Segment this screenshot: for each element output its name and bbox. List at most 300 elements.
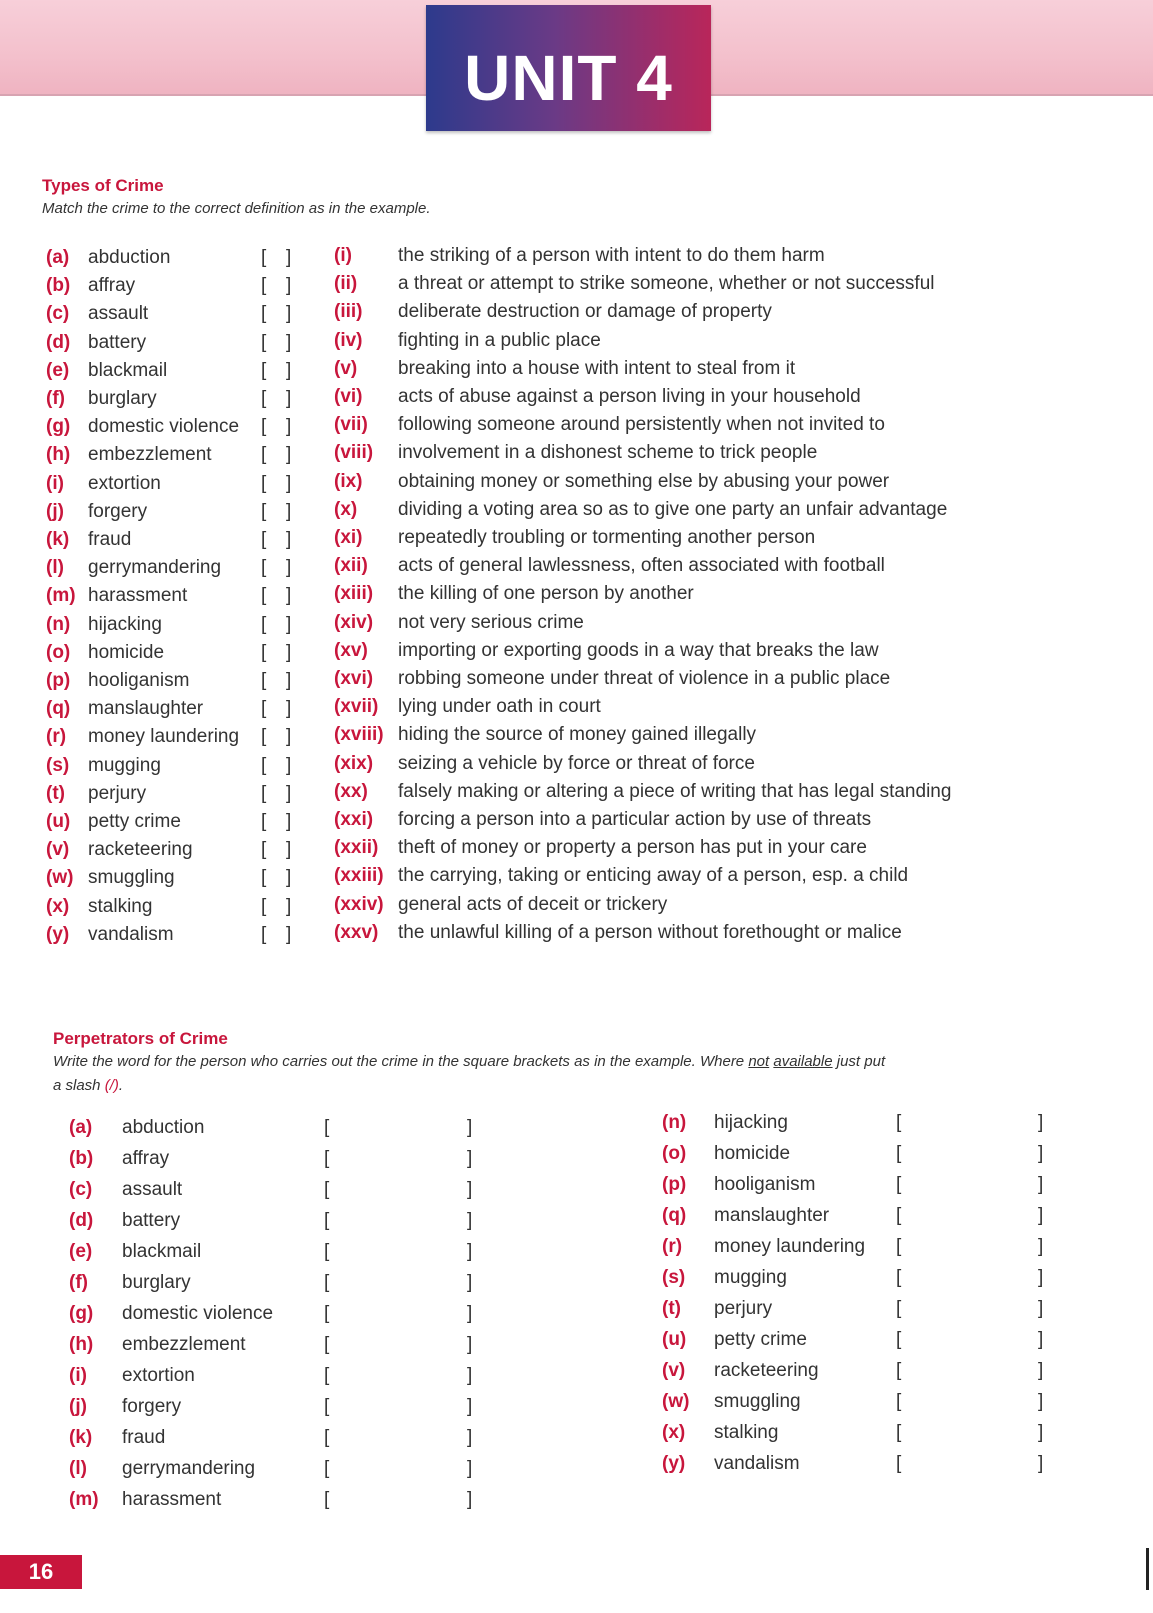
item-letter: (c) <box>69 1179 93 1200</box>
perpetrator-row <box>69 1117 489 1148</box>
crime-name: embezzlement <box>88 444 212 466</box>
perpetrator-row <box>662 1391 1102 1422</box>
definition-text: involvement in a dishonest scheme to trick people <box>398 442 818 464</box>
answer-bracket-open[interactable]: [ <box>261 726 267 748</box>
match-row <box>46 357 1106 388</box>
answer-bracket-open[interactable]: [ <box>896 1112 902 1133</box>
answer-bracket-open[interactable]: [ <box>324 1334 330 1355</box>
instruction-text-2: just put <box>832 1053 886 1070</box>
definition-text: the killing of one person by another <box>398 583 694 605</box>
definition-numeral: (xxiv) <box>334 893 384 915</box>
perpetrator-row <box>69 1303 489 1334</box>
section2-instruction <box>53 1053 1113 1070</box>
answer-bracket-open[interactable]: [ <box>896 1236 902 1257</box>
crime-name: vandalism <box>88 923 174 945</box>
answer-bracket-open[interactable]: [ <box>261 416 267 438</box>
answer-bracket-close[interactable]: ] <box>1038 1143 1044 1164</box>
answer-bracket-open[interactable]: [ <box>261 613 267 635</box>
definition-numeral: (xix) <box>334 752 374 774</box>
crime-name: assault <box>122 1179 183 1200</box>
crime-name: smuggling <box>88 867 175 889</box>
answer-bracket-open[interactable]: [ <box>261 867 267 889</box>
answer-bracket-close[interactable]: ] <box>286 247 292 268</box>
definition-numeral: (xvi) <box>334 668 374 689</box>
crime-name: homicide <box>88 641 165 663</box>
crime-name: homicide <box>714 1143 791 1164</box>
answer-bracket-open[interactable]: [ <box>896 1174 902 1195</box>
answer-bracket-open[interactable]: [ <box>261 500 267 522</box>
answer-bracket-close[interactable]: ] <box>286 557 292 579</box>
item-letter: (o) <box>46 641 71 663</box>
definition-text: the carrying, taking or enticing away of a person, esp. a child <box>398 865 909 887</box>
answer-bracket-open[interactable]: [ <box>324 1396 330 1417</box>
match-row <box>46 498 1106 529</box>
definition-numeral: (xxi) <box>334 809 374 830</box>
answer-bracket-close[interactable]: ] <box>1038 1360 1044 1381</box>
answer-bracket-open[interactable]: [ <box>324 1117 330 1138</box>
answer-bracket-close[interactable]: ] <box>286 416 292 438</box>
definition-text: forcing a person into a particular action by use of threats <box>398 809 872 830</box>
crime-name: affray <box>122 1148 170 1169</box>
answer-bracket-close[interactable]: ] <box>1038 1422 1044 1443</box>
definition-numeral: (iii) <box>334 301 363 323</box>
answer-bracket-open[interactable]: [ <box>324 1365 330 1386</box>
crime-name: gerrymandering <box>122 1458 256 1479</box>
answer-bracket-open[interactable]: [ <box>324 1241 330 1262</box>
crime-name: vandalism <box>714 1453 800 1474</box>
answer-bracket-close[interactable]: ] <box>1038 1236 1044 1257</box>
answer-bracket-close[interactable]: ] <box>286 641 292 663</box>
item-letter: (l) <box>69 1458 87 1479</box>
crime-name: extortion <box>122 1365 195 1386</box>
answer-bracket-close[interactable]: ] <box>1038 1453 1044 1474</box>
item-letter: (b) <box>69 1148 94 1169</box>
answer-bracket-close[interactable]: ] <box>286 359 292 381</box>
item-letter: (h) <box>69 1334 94 1355</box>
item-letter: (d) <box>69 1210 94 1231</box>
match-row <box>46 329 1106 360</box>
definition-text: not very serious crime <box>398 611 584 633</box>
answer-bracket-open[interactable]: [ <box>261 923 267 945</box>
answer-bracket-close[interactable]: ] <box>1038 1205 1044 1226</box>
item-letter: (i) <box>46 472 64 494</box>
item-letter: (n) <box>46 613 71 635</box>
answer-bracket-close[interactable]: ] <box>286 839 292 861</box>
answer-bracket-close[interactable]: ] <box>1038 1298 1044 1319</box>
answer-bracket-open[interactable]: [ <box>896 1267 902 1288</box>
answer-bracket-open[interactable]: [ <box>324 1148 330 1169</box>
item-letter: (m) <box>46 585 76 607</box>
answer-bracket-close[interactable]: ] <box>286 782 292 804</box>
item-letter: (y) <box>662 1453 686 1474</box>
crime-name: burglary <box>122 1272 191 1293</box>
item-letter: (v) <box>46 839 70 861</box>
answer-bracket-close[interactable]: ] <box>467 1272 473 1293</box>
answer-bracket-close[interactable]: ] <box>286 500 292 522</box>
page-number: 16 <box>0 1555 82 1589</box>
answer-bracket-close[interactable]: ] <box>467 1458 473 1479</box>
answer-bracket-open[interactable]: [ <box>261 303 267 325</box>
unit-banner <box>426 5 711 131</box>
answer-bracket-close[interactable]: ] <box>467 1365 473 1386</box>
crime-name: money laundering <box>714 1236 866 1257</box>
answer-bracket-open[interactable]: [ <box>261 275 267 297</box>
section2-instruction-line2 <box>53 1077 123 1094</box>
item-letter: (k) <box>69 1427 93 1448</box>
perpetrator-row <box>69 1489 489 1520</box>
match-row <box>46 726 1106 754</box>
answer-bracket-open[interactable]: [ <box>261 754 267 776</box>
item-letter: (k) <box>46 529 70 550</box>
match-row <box>46 639 1106 670</box>
item-letter: (p) <box>662 1174 687 1195</box>
match-row <box>46 585 1106 613</box>
definition-numeral: (xxiii) <box>334 865 384 887</box>
item-letter: (m) <box>69 1489 99 1510</box>
match-row <box>46 839 1106 867</box>
definition-text: falsely making or altering a piece of writing that has legal standing <box>398 780 952 802</box>
definition-numeral: (ix) <box>334 470 363 492</box>
match-row <box>46 780 1106 811</box>
definition-numeral: (xii) <box>334 555 368 577</box>
crime-name: mugging <box>88 754 161 776</box>
answer-bracket-close[interactable]: ] <box>1038 1112 1044 1133</box>
definition-text: obtaining money or something else by abusing your power <box>398 470 890 492</box>
perpetrator-row <box>69 1458 489 1489</box>
answer-bracket-open[interactable]: [ <box>896 1453 902 1474</box>
answer-bracket-close[interactable]: ] <box>286 867 292 889</box>
match-row <box>46 893 1106 924</box>
item-letter: (s) <box>46 754 70 776</box>
match-row <box>46 557 1106 585</box>
instruction-text: Write the word for the person who carries out the crime in the square brackets as in the example. Where <box>53 1053 749 1070</box>
crime-name: blackmail <box>122 1241 202 1262</box>
answer-bracket-close[interactable]: ] <box>286 698 292 720</box>
match-row <box>46 303 1106 331</box>
item-letter: (w) <box>46 867 74 889</box>
perpetrator-row <box>69 1210 489 1241</box>
item-letter: (a) <box>46 247 70 268</box>
answer-bracket-close[interactable]: ] <box>467 1241 473 1262</box>
definition-numeral: (xvii) <box>334 696 379 718</box>
perpetrator-row <box>662 1205 1102 1236</box>
answer-bracket-close[interactable]: ] <box>467 1427 473 1448</box>
answer-bracket-open[interactable]: [ <box>261 359 267 381</box>
answer-bracket-close[interactable]: ] <box>1038 1329 1044 1350</box>
definition-numeral: (vi) <box>334 386 363 407</box>
definition-numeral: (viii) <box>334 442 374 464</box>
definition-text: breaking into a house with intent to steal from it <box>398 357 796 379</box>
definition-text: robbing someone under threat of violence in a public place <box>398 668 891 689</box>
definition-text: general acts of deceit or trickery <box>398 893 668 915</box>
crime-name: extortion <box>88 472 161 494</box>
answer-bracket-close[interactable]: ] <box>286 895 292 917</box>
crime-name: domestic violence <box>122 1303 274 1324</box>
item-letter: (r) <box>46 726 67 748</box>
answer-bracket-open[interactable]: [ <box>261 529 267 550</box>
item-letter: (f) <box>46 388 65 409</box>
item-letter: (q) <box>662 1205 687 1226</box>
crime-name: battery <box>122 1210 181 1231</box>
crime-name: hijacking <box>714 1112 788 1133</box>
crime-name: racketeering <box>88 839 193 861</box>
answer-bracket-close[interactable]: ] <box>286 670 292 691</box>
item-letter: (f) <box>69 1272 88 1293</box>
item-letter: (j) <box>46 500 64 522</box>
match-row <box>46 921 1106 952</box>
answer-bracket-close[interactable]: ] <box>286 923 292 945</box>
match-row <box>46 752 1106 783</box>
item-letter: (d) <box>46 331 71 353</box>
answer-bracket-close[interactable]: ] <box>286 472 292 494</box>
answer-bracket-open[interactable]: [ <box>896 1422 902 1443</box>
definition-numeral: (ii) <box>334 273 358 295</box>
perpetrator-row <box>662 1236 1102 1267</box>
answer-bracket-close[interactable]: ] <box>286 754 292 776</box>
match-row <box>46 670 1106 698</box>
answer-bracket-close[interactable]: ] <box>1038 1391 1044 1412</box>
answer-bracket-close[interactable]: ] <box>467 1396 473 1417</box>
item-letter: (p) <box>46 670 71 691</box>
item-letter: (x) <box>46 895 70 917</box>
item-letter: (g) <box>69 1303 94 1324</box>
definition-text: theft of money or property a person has put in your care <box>398 837 867 859</box>
crime-name: blackmail <box>88 359 168 381</box>
crime-name: forgery <box>88 500 148 522</box>
answer-bracket-open[interactable]: [ <box>261 557 267 579</box>
answer-bracket-close[interactable]: ] <box>286 529 292 550</box>
instruction-not: not <box>748 1053 770 1070</box>
answer-bracket-open[interactable]: [ <box>896 1298 902 1319</box>
match-row <box>46 698 1106 726</box>
definition-numeral: (xi) <box>334 527 363 548</box>
answer-bracket-open[interactable]: [ <box>261 472 267 494</box>
match-row <box>46 611 1106 642</box>
crime-name: petty crime <box>714 1329 807 1350</box>
definition-text: lying under oath in court <box>398 696 601 718</box>
answer-bracket-open[interactable]: [ <box>261 388 267 409</box>
item-letter: (y) <box>46 923 70 945</box>
item-letter: (r) <box>662 1236 683 1257</box>
answer-bracket-open[interactable]: [ <box>261 698 267 720</box>
instruction-end: . <box>118 1077 124 1094</box>
crime-name: forgery <box>122 1396 182 1417</box>
definition-numeral: (iv) <box>334 329 363 351</box>
crime-name: hijacking <box>88 613 162 635</box>
answer-bracket-open[interactable]: [ <box>324 1179 330 1200</box>
match-row <box>46 416 1106 444</box>
answer-bracket-close[interactable]: ] <box>286 811 292 832</box>
answer-bracket-open[interactable]: [ <box>261 641 267 663</box>
answer-bracket-open[interactable]: [ <box>324 1210 330 1231</box>
match-row <box>46 470 1106 501</box>
match-row <box>46 444 1106 472</box>
item-letter: (l) <box>46 557 64 579</box>
perpetrator-row <box>662 1112 1102 1143</box>
answer-bracket-open[interactable]: [ <box>261 811 267 832</box>
definition-numeral: (xxv) <box>334 921 379 943</box>
item-letter: (h) <box>46 444 71 466</box>
perpetrator-row <box>69 1396 489 1427</box>
answer-bracket-open[interactable]: [ <box>324 1303 330 1324</box>
answer-bracket-open[interactable]: [ <box>896 1360 902 1381</box>
crime-name: affray <box>88 275 136 297</box>
edge-mark <box>1146 1548 1149 1590</box>
definition-numeral: (xv) <box>334 639 368 661</box>
instruction-slash-text: a slash <box>53 1077 105 1094</box>
perpetrator-row <box>69 1241 489 1272</box>
item-letter: (s) <box>662 1267 686 1288</box>
item-letter: (x) <box>662 1422 686 1443</box>
answer-bracket-close[interactable]: ] <box>1038 1174 1044 1195</box>
perpetrator-row <box>662 1422 1102 1453</box>
crime-name: domestic violence <box>88 416 240 438</box>
answer-bracket-close[interactable]: ] <box>467 1303 473 1324</box>
definition-text: importing or exporting goods in a way that breaks the law <box>398 639 879 661</box>
crime-name: gerrymandering <box>88 557 222 579</box>
item-letter: (e) <box>69 1241 93 1262</box>
answer-bracket-open[interactable]: [ <box>261 895 267 917</box>
definition-numeral: (xviii) <box>334 724 384 746</box>
match-row <box>46 867 1106 895</box>
crime-name: mugging <box>714 1267 787 1288</box>
answer-bracket-close[interactable]: ] <box>467 1179 473 1200</box>
answer-bracket-close[interactable]: ] <box>286 726 292 748</box>
answer-bracket-open[interactable]: [ <box>896 1205 902 1226</box>
definition-numeral: (xiii) <box>334 583 374 605</box>
crime-name: harassment <box>122 1489 222 1510</box>
definition-text: the striking of a person with intent to do them harm <box>398 245 825 266</box>
answer-bracket-close[interactable]: ] <box>286 444 292 466</box>
match-row <box>46 388 1106 416</box>
crime-name: abduction <box>88 247 171 268</box>
crime-name: petty crime <box>88 811 181 832</box>
definition-numeral: (i) <box>334 245 352 266</box>
crime-name: manslaughter <box>88 698 204 720</box>
item-letter: (c) <box>46 303 70 325</box>
answer-bracket-open[interactable]: [ <box>896 1143 902 1164</box>
crime-name: smuggling <box>714 1391 801 1412</box>
answer-bracket-close[interactable]: ] <box>286 331 292 353</box>
answer-bracket-open[interactable]: [ <box>261 670 267 691</box>
crime-name: fraud <box>88 529 132 550</box>
answer-bracket-close[interactable]: ] <box>286 388 292 409</box>
item-letter: (n) <box>662 1112 687 1133</box>
answer-bracket-close[interactable]: ] <box>1038 1267 1044 1288</box>
answer-bracket-open[interactable]: [ <box>261 585 267 607</box>
perpetrator-row <box>662 1453 1102 1484</box>
crime-name: money laundering <box>88 726 240 748</box>
answer-bracket-open[interactable]: [ <box>261 444 267 466</box>
match-row <box>46 247 1106 275</box>
definition-numeral: (x) <box>334 498 358 520</box>
definition-text: deliberate destruction or damage of property <box>398 301 772 323</box>
item-letter: (u) <box>46 811 71 832</box>
unit-title: UNIT 4 <box>464 42 673 114</box>
instruction-slash: (/) <box>104 1077 119 1094</box>
answer-bracket-open[interactable]: [ <box>324 1272 330 1293</box>
item-letter: (w) <box>662 1391 690 1412</box>
answer-bracket-open[interactable]: [ <box>324 1458 330 1479</box>
match-row <box>46 529 1106 557</box>
match-row <box>46 275 1106 303</box>
perpetrator-row <box>662 1174 1102 1205</box>
answer-bracket-open[interactable]: [ <box>261 839 267 861</box>
perpetrator-row <box>69 1365 489 1396</box>
answer-bracket-open[interactable]: [ <box>261 782 267 804</box>
definition-numeral: (xx) <box>334 780 368 802</box>
crime-name: abduction <box>122 1117 205 1138</box>
answer-bracket-close[interactable]: ] <box>467 1334 473 1355</box>
answer-bracket-close[interactable]: ] <box>467 1489 473 1510</box>
answer-bracket-open[interactable]: [ <box>261 247 267 268</box>
crime-name: perjury <box>714 1298 773 1319</box>
answer-bracket-close[interactable]: ] <box>286 613 292 635</box>
answer-bracket-open[interactable]: [ <box>324 1489 330 1510</box>
crime-name: burglary <box>88 388 157 409</box>
definition-numeral: (v) <box>334 357 358 379</box>
definition-text: a threat or attempt to strike someone, whether or not successful <box>398 273 935 295</box>
definition-text: following someone around persistently when not invited to <box>398 414 885 436</box>
item-letter: (t) <box>46 782 65 804</box>
definition-text: dividing a voting area so as to give one party an unfair advantage <box>398 498 948 520</box>
item-letter: (o) <box>662 1143 687 1164</box>
answer-bracket-open[interactable]: [ <box>896 1391 902 1412</box>
item-letter: (i) <box>69 1365 87 1386</box>
item-letter: (g) <box>46 416 71 438</box>
perpetrator-row <box>662 1298 1102 1329</box>
definition-text: fighting in a public place <box>398 329 601 351</box>
definition-text: seizing a vehicle by force or threat of force <box>398 752 755 774</box>
crime-name: hooliganism <box>88 670 190 691</box>
perpetrator-row <box>69 1272 489 1303</box>
item-letter: (v) <box>662 1360 686 1381</box>
answer-bracket-open[interactable]: [ <box>896 1329 902 1350</box>
answer-bracket-close[interactable]: ] <box>286 303 292 325</box>
answer-bracket-close[interactable]: ] <box>467 1148 473 1169</box>
perpetrator-row <box>662 1329 1102 1360</box>
answer-bracket-close[interactable]: ] <box>286 275 292 297</box>
item-letter: (a) <box>69 1117 93 1138</box>
item-letter: (u) <box>662 1329 687 1350</box>
answer-bracket-open[interactable]: [ <box>324 1427 330 1448</box>
crime-name: embezzlement <box>122 1334 246 1355</box>
crime-name: racketeering <box>714 1360 819 1381</box>
perpetrator-row <box>662 1360 1102 1391</box>
perpetrator-row <box>69 1179 489 1210</box>
section1-title: Types of Crime <box>42 176 164 195</box>
instruction-available: available <box>773 1053 833 1070</box>
perpetrator-row <box>69 1148 489 1179</box>
definition-text: repeatedly troubling or tormenting another person <box>398 527 816 548</box>
crime-name: hooliganism <box>714 1174 816 1195</box>
answer-bracket-open[interactable]: [ <box>261 331 267 353</box>
item-letter: (q) <box>46 698 71 720</box>
answer-bracket-close[interactable]: ] <box>467 1117 473 1138</box>
perpetrator-row <box>662 1143 1102 1174</box>
definition-text: hiding the source of money gained illegally <box>398 724 757 746</box>
definition-numeral: (vii) <box>334 414 368 436</box>
answer-bracket-close[interactable]: ] <box>467 1210 473 1231</box>
definition-numeral: (xxii) <box>334 837 379 859</box>
section1-instruction: Match the crime to the correct definition as in the example. <box>42 200 431 217</box>
crime-name: stalking <box>714 1422 779 1443</box>
crime-name: assault <box>88 303 149 325</box>
definition-numeral: (xiv) <box>334 611 374 633</box>
answer-bracket-close[interactable]: ] <box>286 585 292 607</box>
perpetrator-row <box>662 1267 1102 1298</box>
crime-name: stalking <box>88 895 153 917</box>
